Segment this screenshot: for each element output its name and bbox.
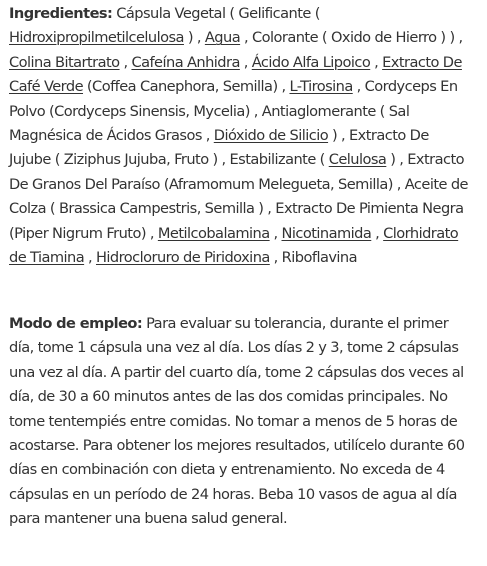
ingredient-link[interactable]: Celulosa bbox=[328, 151, 387, 169]
ingredient-text: ) , bbox=[183, 29, 205, 47]
ingredient-link[interactable]: L-Tirosina bbox=[289, 78, 353, 96]
ingredient-text: , Riboflavina bbox=[269, 249, 358, 267]
ingredient-link[interactable]: Agua bbox=[204, 29, 241, 47]
ingredients-label: Ingredientes: bbox=[9, 5, 113, 22]
ingredient-link[interactable]: Dióxido de Silicio bbox=[213, 127, 329, 145]
ingredient-link[interactable]: Clorhidrato de Tiamina bbox=[9, 224, 459, 267]
ingredient-text: , Cordyceps En Polvo (Cordyceps Sinensis, Mycelia) , Antiaglomerante ( Sal Magnésica de Ácidos Grasos , bbox=[9, 78, 458, 145]
ingredient-link[interactable]: Hidrocloruro de Piridoxina bbox=[95, 249, 270, 267]
ingredient-text: , bbox=[239, 53, 252, 71]
ingredient-text: , bbox=[84, 249, 96, 267]
ingredient-link[interactable]: Cafeína Anhidra bbox=[131, 53, 240, 71]
ingredient-link[interactable]: Extracto De Café Verde bbox=[9, 53, 462, 96]
ingredient-link[interactable]: Hidroxipropilmetilcelulosa bbox=[9, 29, 184, 47]
ingredients-paragraph bbox=[9, 2, 472, 270]
ingredient-link[interactable]: Metilcobalamina bbox=[157, 224, 270, 242]
usage-text: Para evaluar su tolerancia, durante el primer día, tome 1 cápsula una vez al día. Los días 2 y 3, tome 2 cápsulas una vez al día. A partir del cuarto día, tome 2 cápsulas dos veces al día, de 30 a 60 minutos antes de las dos comidas principales. No tome tentempiés entre comidas. No tomar a menos de 5 horas de acostarse. Para obtener los mejores resultados, utilícelo durante 60 días en combinación con dieta y entrenamiento. No exceda de 4 cápsulas en un período de 24 horas. Beba 10 vasos de agua al día para mantener una buena salud general. bbox=[9, 315, 465, 528]
ingredient-link[interactable]: Nicotinamida bbox=[281, 224, 372, 242]
usage-paragraph bbox=[9, 312, 472, 532]
ingredient-text: , Colorante ( Oxido de Hierro ) ) , bbox=[240, 29, 463, 47]
ingredient-text: ) , Extracto De Jujube ( Ziziphus Jujuba, Fruto ) , Estabilizante ( bbox=[9, 127, 429, 169]
usage-label: Modo de empleo: bbox=[9, 315, 143, 332]
ingredient-text: , bbox=[371, 224, 384, 242]
ingredient-text: (Coffea Canephora, Semilla) , bbox=[83, 78, 290, 96]
ingredient-text: Cápsula Vegetal ( Gelificante ( bbox=[112, 5, 320, 22]
ingredient-text: , bbox=[370, 53, 383, 71]
ingredient-link[interactable]: Colina Bitartrato bbox=[9, 53, 120, 71]
ingredient-text: , bbox=[269, 224, 282, 242]
ingredients-list bbox=[9, 5, 468, 266]
ingredient-link[interactable]: Ácido Alfa Lipoico bbox=[251, 53, 371, 71]
ingredient-text: ) , Extracto De Granos Del Paraíso (Aframomum Melegueta, Semilla) , Aceite de Colza ( Brassica Campestris, Semilla ) , Extracto De Pimienta Negra (Piper Nigrum Fruto) , bbox=[9, 151, 468, 242]
ingredient-text: , bbox=[119, 53, 132, 71]
